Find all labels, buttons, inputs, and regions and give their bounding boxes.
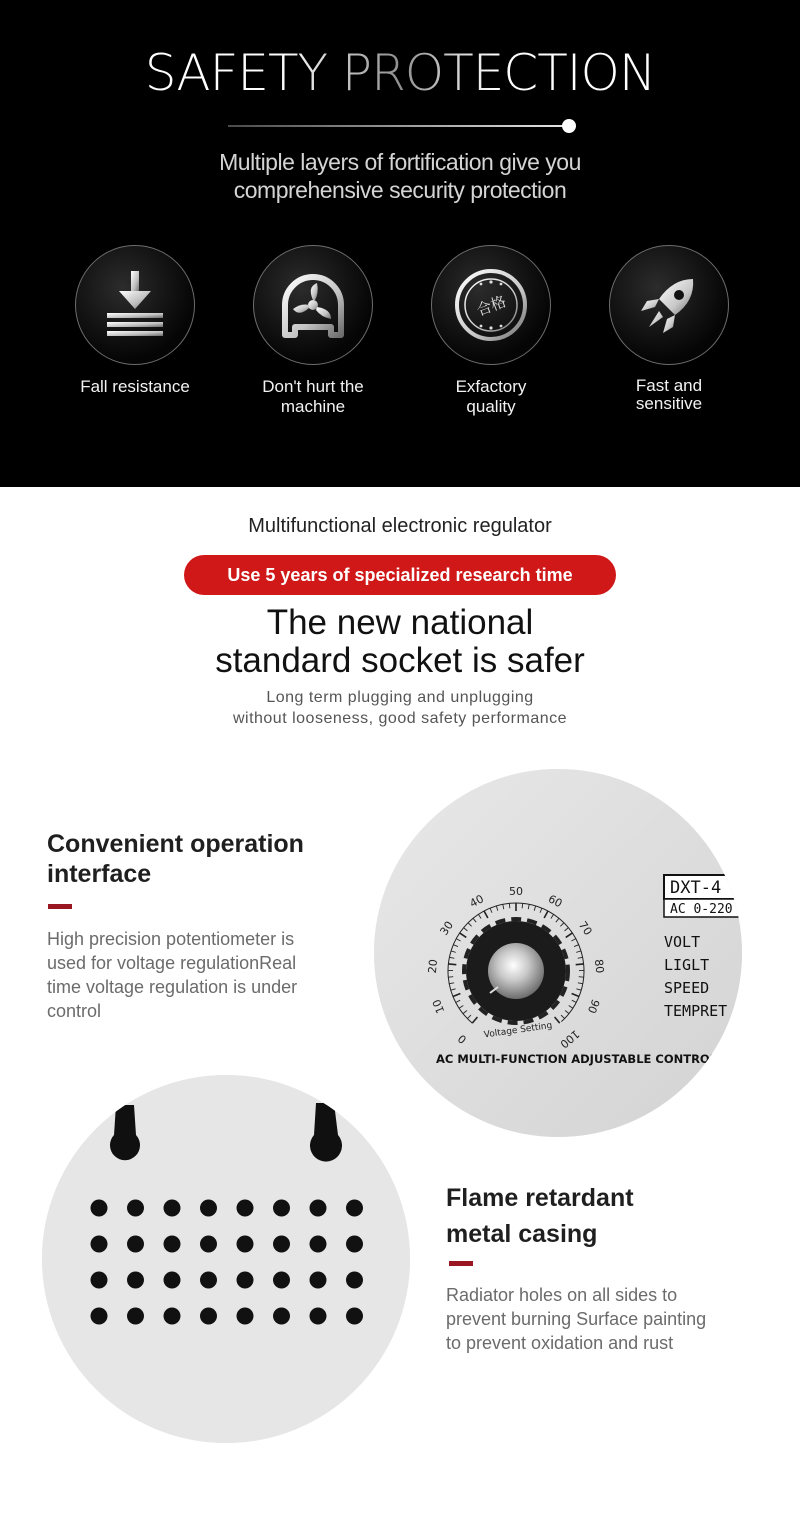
feature-dont-hurt-machine [253,245,373,416]
dial-number: 50 [509,885,523,898]
hero-subtitle-line1: Multiple layers of fortification give you [219,149,581,175]
feature-label [223,377,403,417]
dial-number: 20 [425,958,441,974]
feature-exfactory-quality [431,245,551,416]
desc-line4: control [47,1001,102,1021]
vent-hole [237,1308,254,1325]
safety-protection-banner [0,0,800,487]
feature-label-line1: Fast and [635,376,703,395]
dial-number: 10 [429,997,448,1016]
rocket-icon [609,245,729,365]
vent-hole [346,1308,363,1325]
dial-number: 40 [467,892,487,911]
dial-number: 0 [455,1031,470,1047]
feature-label-line1: Fall resistance [80,377,190,396]
title-line2: standard socket is safer [215,641,585,680]
red-accent-bar [48,904,72,909]
vent-hole [127,1200,144,1217]
title-line2: metal casing [446,1220,598,1248]
feature-label [401,377,581,417]
casing-feature-description [446,1283,786,1355]
hero-divider-line [228,125,568,127]
vent-hole [237,1272,254,1289]
hero-subtitle-line2: comprehensive security protection [233,177,567,203]
desc-line3: time voltage regulation is under [47,977,298,997]
vent-hole [310,1236,327,1253]
dial-number: 30 [437,918,457,938]
desc-line1: High precision potentiometer is [47,929,295,949]
mode-light: LIGLT [664,956,710,974]
feature-fast-sensitive [609,245,729,413]
vent-hole [237,1236,254,1253]
feature-label [579,377,759,413]
vent-hole [200,1236,217,1253]
fan-icon [253,245,373,365]
hero-divider-dot [562,119,576,133]
vent-hole [127,1272,144,1289]
dial-tick [576,964,584,965]
vent-hole [91,1272,108,1289]
socket-safety-subtitle [0,687,800,729]
vent-hole [127,1236,144,1253]
hero-title: SAFETY PROTECTION [0,44,800,102]
socket-safety-title [0,604,800,680]
feature-label-line2: quality [466,397,516,416]
desc-line3: to prevent oxidation and rust [446,1333,674,1353]
vent-hole [346,1272,363,1289]
subtitle-line2: without looseness, good safety performance [232,710,568,727]
feature-label-line1: Exfactory [455,377,527,396]
vent-hole [164,1236,181,1253]
operation-feature-title [47,829,304,889]
vent-hole [200,1200,217,1217]
dial-caption: Voltage Setting [483,1020,553,1041]
vent-hole [273,1272,290,1289]
mode-volt: VOLT [664,933,701,951]
vent-hole [273,1200,290,1217]
vent-hole [310,1308,327,1325]
vent-hole [273,1308,290,1325]
hero-subtitle [150,148,650,204]
product-kicker: Multifunctional electronic regulator [248,515,552,537]
desc-line2: prevent burning Surface painting [446,1309,707,1329]
vent-hole [310,1200,327,1217]
control-panel-photo [374,769,742,1137]
feature-label-line2: sensitive [635,394,703,413]
vent-holes-illustration [42,1075,410,1443]
title-line1: The new national [266,603,534,642]
knob-cap [488,943,544,999]
dial-number: 70 [575,918,595,938]
metal-casing-photo [42,1075,410,1443]
title-line1: Convenient operation [47,830,304,858]
vent-hole [91,1236,108,1253]
vent-hole [164,1272,181,1289]
panel-footer-text: AC MULTI-FUNCTION ADJUSTABLE CONTROLI [436,1052,722,1066]
vent-hole [200,1272,217,1289]
seal-text: 合格 [474,292,509,320]
vent-hole [164,1200,181,1217]
vent-hole [346,1200,363,1217]
desc-line1: Radiator holes on all sides to [446,1285,678,1305]
qualified-seal-icon [431,245,551,365]
vent-hole [310,1272,327,1289]
subtitle-line1: Long term plugging and unplugging [266,689,534,706]
range-label: AC 0-220 [670,902,733,917]
dial-number: 90 [584,997,603,1016]
mode-speed: SPEED [664,979,710,997]
operation-feature-description [47,927,347,1023]
casing-feature-title [446,1180,634,1252]
feature-fall-resistance [75,245,195,396]
model-label: DXT-4 [670,878,722,898]
title-line2: interface [47,860,152,888]
mode-temperature: TEMPRET [664,1002,728,1020]
control-panel-illustration [374,769,742,1137]
research-time-badge: Use 5 years of specialized research time [184,555,616,595]
dial-number: 60 [545,892,565,911]
feature-label [45,377,225,397]
vent-hole [346,1236,363,1253]
dial-number: 100 [557,1027,582,1051]
vent-hole [164,1308,181,1325]
dial-tick [448,964,456,965]
feature-label-line2: machine [280,397,346,416]
title-line1: Flame retardant [446,1184,634,1212]
dial-number: 80 [591,958,607,974]
vent-hole [127,1308,144,1325]
vent-hole [91,1308,108,1325]
vent-hole [273,1236,290,1253]
red-accent-bar [449,1261,473,1266]
fall-resistance-icon [75,245,195,365]
desc-line2: used for voltage regulationReal [47,953,297,973]
vent-hole [237,1200,254,1217]
vent-hole [200,1308,217,1325]
vent-hole [91,1200,108,1217]
feature-label-line1: Don't hurt the [262,377,364,396]
